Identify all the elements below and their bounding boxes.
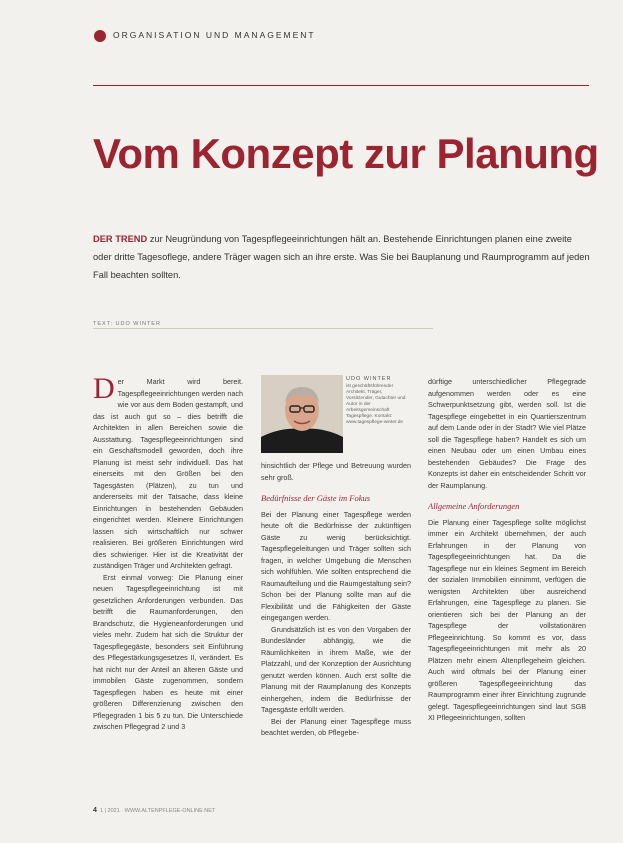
intro-kicker: DER TREND (93, 234, 148, 244)
author-name: UDO WINTER (346, 376, 392, 382)
article-headline: Vom Konzept zur Planung (93, 130, 599, 177)
section-bullet-icon (94, 30, 106, 42)
article-column-1 (93, 372, 243, 733)
column-2-paragraph-2: Grundsätzlich ist es von den Vorgaben der Bundesländer abhängig, wie die Räumlichkeiten in ihrem Maße, wie der Platzzahl, und der Konzeption der Ausrichtung genutzt werden können. Auch erst sollte die Planung mit der Raumplanung des Konzepts einhergehen, indem die Bedürfnisse der Tagesgäste erfüllt werden. (261, 624, 411, 714)
page-footer (93, 807, 215, 814)
byline-rule (93, 328, 433, 329)
column-1-paragraph-2: Erst einmal vorweg: Die Planung einer neuen Tagespflegeeinrichtung ist mit gesetzlichen Anforderungen verbunden. Das betrifft die Raumanforderungen, den Brandschutz, die Hygieneanforderungen und vieles mehr. Zudem hat sich die Struktur der Tagespflegegäste, besonders seit Einführung des Pflegestärkungsgesetzes II, verändert. Es hat nicht nur der Anteil an älteren Gäste und immobilen Gäste zugenommen, sondern Tagespflegen haben es heute mit einer größeren Differenzierung zwischen den Pflegegraden 1 bis 5 zu tun. Die Unterschiede zwischen Pflegegrad 2 und 3 (93, 572, 243, 731)
section-title: ORGANISATION UND MANAGEMENT (113, 30, 316, 40)
article-column-2 (261, 460, 411, 739)
page-number: 4 (93, 807, 97, 814)
subheading-guests: Bedürfnisse der Gäste im Fokus (261, 493, 371, 503)
issue-line: 1 | 2021 · WWW.ALTENPFLEGE-ONLINE.NET (99, 808, 216, 814)
author-bio: ist geschäftsführender Architekt, Träger, Vorsitzender, Gutachter und Autor in der Arbeitsgemeinschaft Tagespflege. Kontakt: www.tagespflege-winter.de (346, 384, 406, 425)
article-column-3 (428, 376, 586, 724)
header-rule (93, 85, 589, 86)
subheading-requirements: Allgemeine Anforderungen (428, 501, 520, 511)
dropcap: D (93, 372, 115, 405)
byline: TEXT: UDO WINTER (93, 321, 161, 327)
column-1-text-1: er Markt wird bereit. Tagespflegeeinrichtungen werden nach wie vor aus dem Boden gestampft, und das ist auch gut so – dies betrifft die Architekten in allen Bereichen sowie die Ausstattung. Tagespflegeeinrichtungen sind ein Geschäftsmodell geworden, doch ihre Planung ist meist sehr individuell. Das hat einerseits mit den Größen bei den Tagesgästen (Plätzen), zu tun und andererseits mit der Tatsache, dass kleine Einrichtungen in bestehenden Gebäuden eingerichtet werden. Kleinere Einrichtungen lassen sich wirtschaftlich nur schwer realisieren. Bei größeren Einrichtungen wird dies schwieriger. Hier ist die Kreativität der zuständigen Träger und Architekten gefragt. (93, 377, 243, 570)
column-2-paragraph-0: hinsichtlich der Pflege und Betreuung wurden sehr groß. (261, 461, 411, 482)
column-2-paragraph-3: Bei der Planung einer Tagespflege muss beachtet werden, ob Pflegebe- (261, 716, 411, 737)
column-1-paragraph-1 (93, 372, 243, 572)
column-2-paragraph-1: Bei der Planung einer Tagespflege werden heute oft die Bedürfnisse der zukünftigen Gäste zu wenig berücksichtigt. Tagespflegeleitungen und Träger sollten sich fragen, in welcher Umgebung die Menschen sich wohlfühlen. Wie sollten entsprechend die Raumaufteilung und die Raumgestaltung sein? Schon bei der Planung sollte man auf die Flexibilität und die Fähigkeiten der Gäste eingegangen werden. (261, 509, 411, 622)
column-3-paragraph-1: dürftige unterschiedlicher Pflegegrade aufgenommen werden oder es eine Schwerpunktsetzung gibt, werden soll. Ist die Tagespflege eingebettet in ein Quartierszentrum auf dem Lande oder in der Stadt? Wie viel Plätze soll die Tagespflege haben? Handelt es sich um einen Neubau oder um einen Umbau eines bestehenden Gebäudes? Die Frage des Konzepts ist daher ein entscheidender Schritt vor der Raumplanung. (428, 377, 586, 490)
column-3-paragraph-2: Die Planung einer Tagespflege sollte möglichst immer ein Architekt übernehmen, der auch Erfahrungen in der Planung von Tagespflegeeinrichtungen hat. Da die Tagespflege nur ein kleines Segment im Bereich der sozialen Immobilien einnimmt, verfügen die wenigsten Architekten über ausreichend Erfahrungen, eine Tagespflege zu planen. Sie orientieren sich bei der Planung an der Tagespflege der vollstationären Pflegeeinrichtung. So kommt es vor, dass Tagespflegeeinrichtungen mit mehr als 20 Plätzen mehr einem Altenpflegeheim gleichen. Auch wird oftmals bei der Planung einer größeren Tagespflegeeinrichtung das Raumprogramm einer ihrer Einrichtung zugrunde gelegt. Tagespflegeeinrichtungen sind laut SGB XI Pflegeeinrichtungen, sollten (428, 517, 586, 722)
author-photo (261, 375, 343, 453)
article-intro (93, 230, 593, 284)
author-portrait-image (261, 375, 343, 453)
intro-text: zur Neugründung von Tagespflegeeinrichtungen hält an. Bestehende Einrichtungen planen eine zweite oder dritte Tagesoflege, andere Träger wagen sich an ihre erste. Was Sie bei Bauplanung und Raumprogramm auf jeden Fall beachten sollten. (93, 234, 590, 280)
